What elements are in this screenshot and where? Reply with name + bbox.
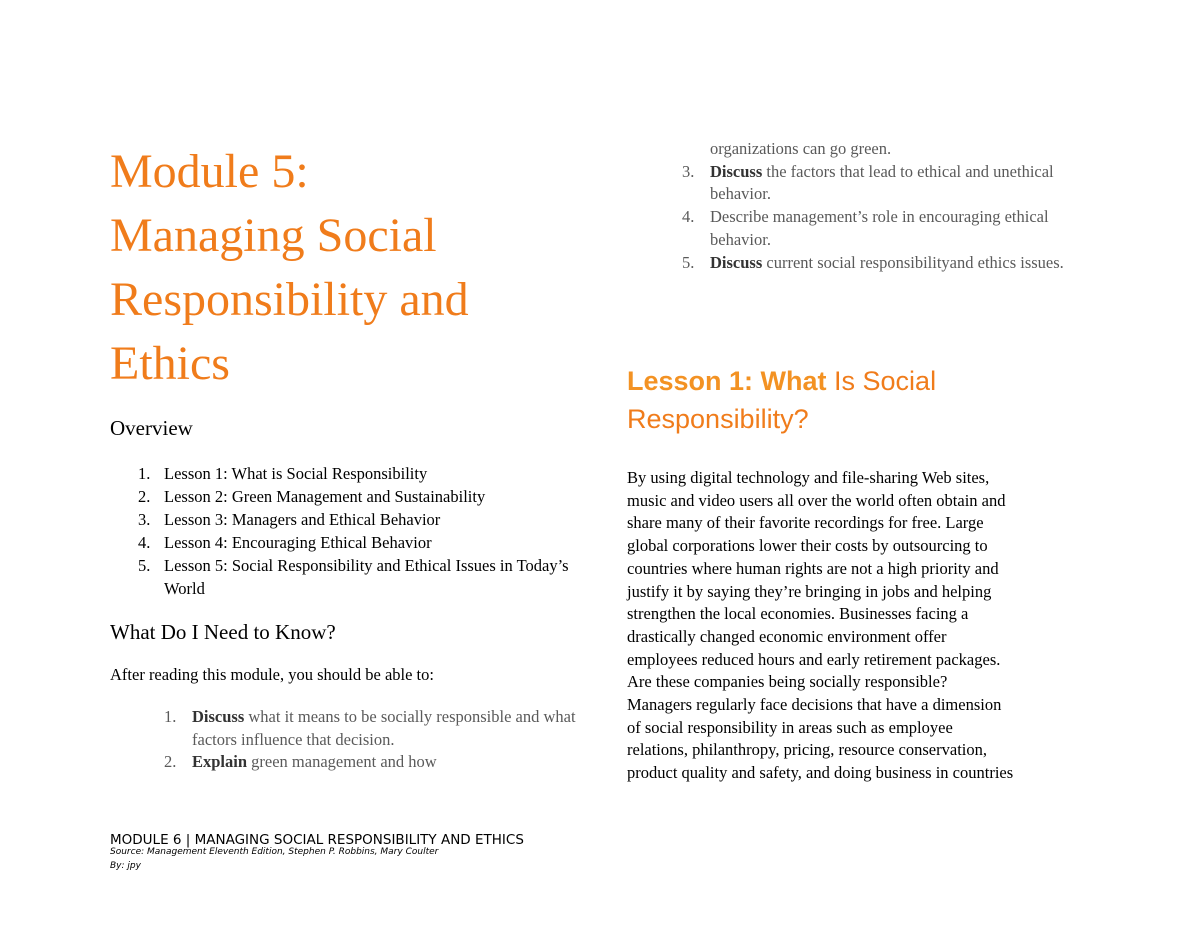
objective-item [682, 161, 1102, 206]
lesson-1-heading-rest: Is Social Responsibility? [627, 366, 937, 434]
body-line: global corporations lower their costs by outsourcing to [627, 536, 988, 556]
lesson-label: Lesson 3: Managers and Ethical Behavior [164, 510, 441, 529]
objectives-list-continued [682, 138, 1102, 274]
body-line: drastically changed economic environment offer [627, 626, 947, 646]
lesson-list-item [138, 508, 578, 531]
lesson-list-item [138, 554, 578, 600]
list-number: 3. [682, 161, 695, 181]
objective-item [164, 706, 584, 751]
objective-text: what it means to be socially responsible and what factors influence that decision. [192, 707, 576, 749]
list-number: 1. [164, 707, 177, 726]
lesson-1-heading-bold: Lesson 1: What [627, 366, 827, 396]
module-title-line: Ethics [110, 337, 230, 390]
footer-author: By: jpy [110, 861, 141, 871]
list-number: 4. [682, 207, 695, 227]
list-number: 4. [138, 533, 151, 552]
body-line: employees reduced hours and early retirement packages. [627, 649, 1001, 669]
lesson-list-item [138, 531, 578, 554]
list-number: 5. [138, 556, 151, 575]
footer-source: Source: Management Eleventh Edition, Stephen P. Robbins, Mary Coulter [110, 847, 439, 857]
objective-item [682, 252, 1102, 275]
body-line: strengthen the local economies. Businesses facing a [627, 604, 969, 624]
objectives-list [164, 706, 584, 774]
objectives-intro: After reading this module, you should be able to: [110, 665, 434, 684]
body-line: Are these companies being socially responsible? [627, 672, 948, 692]
body-line: By using digital technology and file-sharing Web sites, [627, 468, 990, 487]
lesson-list [138, 462, 578, 600]
objective-text: current social responsibilityand ethics issues. [762, 252, 1064, 272]
body-line: justify it by saying they’re bringing in jobs and helping [627, 581, 992, 601]
lesson-list-item [138, 485, 578, 508]
body-line: share many of their favorite recordings for free. Large [627, 513, 984, 533]
objective-text: the factors that lead to ethical and unethical behavior. [710, 161, 1054, 204]
objective-item [164, 751, 584, 774]
module-title-line: Module 5: [110, 145, 309, 198]
module-title-line: Managing Social [110, 209, 437, 262]
objective-verb: Discuss [710, 161, 763, 181]
objective-text: Describe management’s role in encouraging ethical behavior. [710, 207, 1049, 249]
body-line: Managers regularly face decisions that have a dimension [627, 695, 1002, 715]
module-title-line: Responsibility and [110, 273, 469, 326]
body-line: of social responsibility in areas such as employee [627, 717, 953, 737]
lesson-label: Lesson 5: Social Responsibility and Ethical Issues in Today’s World [164, 556, 569, 598]
lesson-label: Lesson 2: Green Management and Sustainability [164, 487, 486, 506]
lesson-1-body [627, 467, 1107, 785]
list-number: 2. [164, 752, 177, 772]
objective-item-continued [682, 138, 1102, 161]
need-to-know-heading: What Do I Need to Know? [110, 620, 336, 644]
overview-heading: Overview [110, 416, 193, 440]
objective-item [682, 206, 1102, 251]
lesson-label: Lesson 4: Encouraging Ethical Behavior [164, 533, 432, 552]
list-number: 2. [138, 487, 151, 506]
body-line: countries where human rights are not a high priority and [627, 558, 999, 578]
list-number: 3. [138, 510, 151, 529]
lesson-label: Lesson 1: What is Social Responsibility [164, 464, 428, 483]
lesson-1-heading [627, 362, 1097, 438]
objective-verb: Discuss [192, 707, 245, 726]
body-line: product quality and safety, and doing business in countries [627, 763, 1014, 783]
objective-verb: Explain [192, 752, 248, 772]
objective-verb: Discuss [710, 252, 763, 272]
objective-text: organizations can go green. [710, 139, 892, 158]
objective-text: green management and how [247, 752, 437, 772]
body-line: relations, philanthropy, pricing, resource conservation, [627, 740, 987, 760]
lesson-list-item [138, 462, 578, 485]
list-number: 1. [138, 464, 151, 483]
module-title [110, 140, 580, 396]
list-number: 5. [682, 252, 695, 272]
footer-title: MODULE 6 | MANAGING SOCIAL RESPONSIBILITY AND ETHICS [110, 832, 524, 848]
body-line: music and video users all over the world often obtain and [627, 490, 1006, 510]
